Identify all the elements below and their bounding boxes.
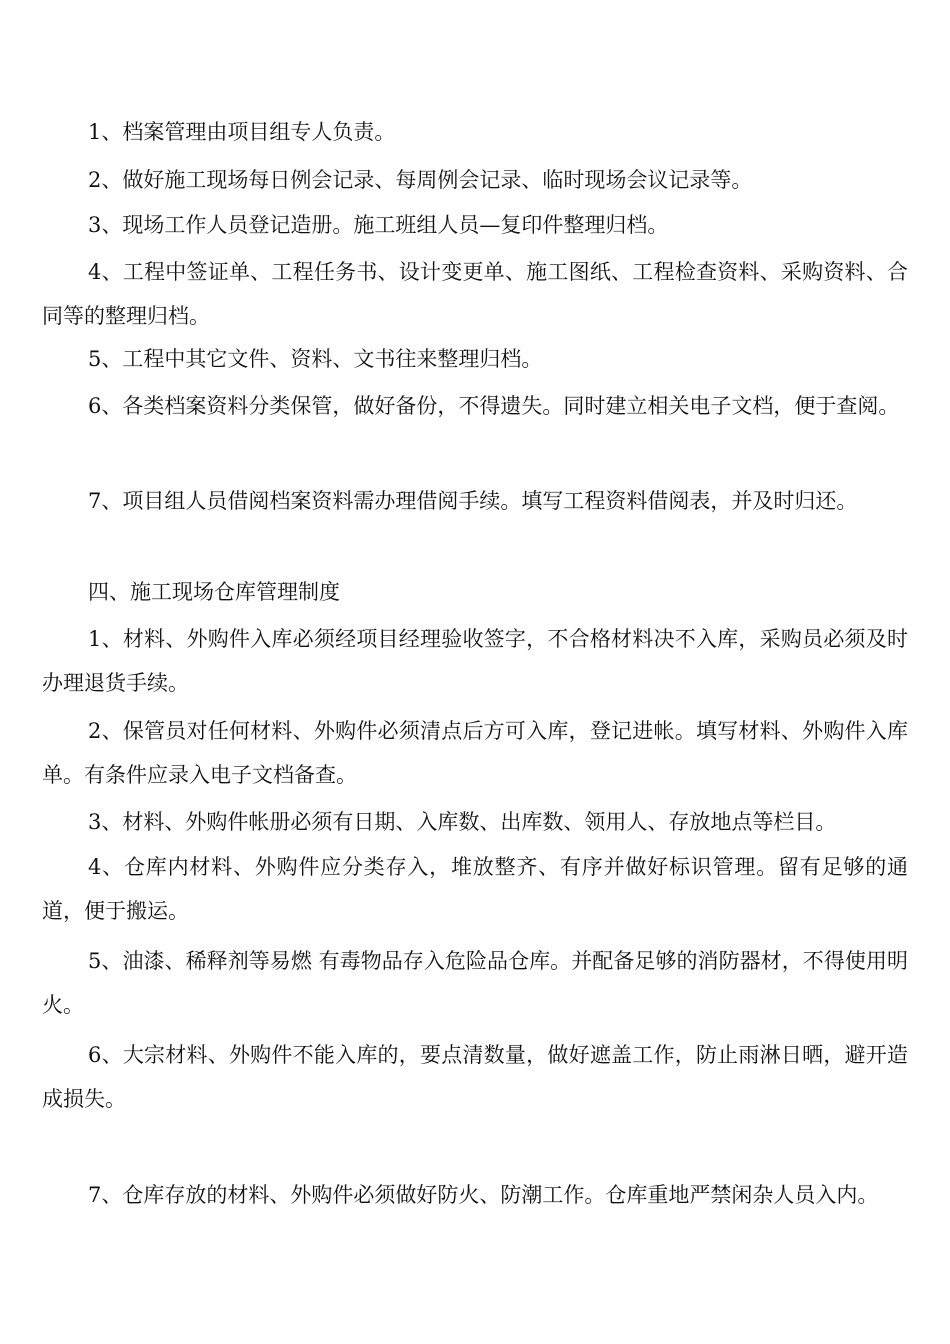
paragraph-archive-6: 6、各类档案资料分类保管，做好备份，不得遗失。同时建立相关电子文档，便于查阅。 <box>88 394 900 418</box>
paragraph-warehouse-7: 7、仓库存放的材料、外购件必须做好防火、防潮工作。仓库重地严禁闲杂人员入内。 <box>88 1183 879 1207</box>
paragraph-warehouse-3: 3、材料、外购件帐册必须有日期、入库数、出库数、领用人、存放地点等栏目。 <box>88 810 837 834</box>
paragraph-warehouse-5: 5、油漆、稀释剂等易燃 有毒物品存入危险品仓库。并配备足够的消防器材，不得使用明火。 <box>42 949 908 1017</box>
paragraph-warehouse-1: 1、材料、外购件入库必须经项目经理验收签字，不合格材料决不入库，采购员必须及时办理退货手续。 <box>42 627 908 695</box>
paragraph-archive-4: 4、工程中签证单、工程任务书、设计变更单、施工图纸、工程检查资料、采购资料、合同等的整理归档。 <box>42 260 908 328</box>
paragraph-warehouse-4: 4、仓库内材料、外购件应分类存入，堆放整齐、有序并做好标识管理。留有足够的通道，便于搬运。 <box>42 855 908 923</box>
paragraph-warehouse-6: 6、大宗材料、外购件不能入库的，要点清数量，做好遮盖工作，防止雨淋日晒，避开造成损失。 <box>42 1043 908 1111</box>
paragraph-archive-2: 2、做好施工现场每日例会记录、每周例会记录、临时现场会议记录等。 <box>88 168 753 192</box>
section-heading: 四、施工现场仓库管理制度 <box>88 580 340 604</box>
paragraph-archive-3: 3、现场工作人员登记造册。施工班组人员—复印件整理归档。 <box>88 213 669 237</box>
paragraph-warehouse-2: 2、保管员对任何材料、外购件必须清点后方可入库，登记进帐。填写材料、外购件入库单。有条件应录入电子文档备查。 <box>42 719 908 787</box>
paragraph-archive-5: 5、工程中其它文件、资料、文书往来整理归档。 <box>88 347 543 371</box>
paragraph-archive-7: 7、项目组人员借阅档案资料需办理借阅手续。填写工程资料借阅表，并及时归还。 <box>88 489 858 513</box>
paragraph-archive-1: 1、档案管理由项目组专人负责。 <box>88 120 396 144</box>
